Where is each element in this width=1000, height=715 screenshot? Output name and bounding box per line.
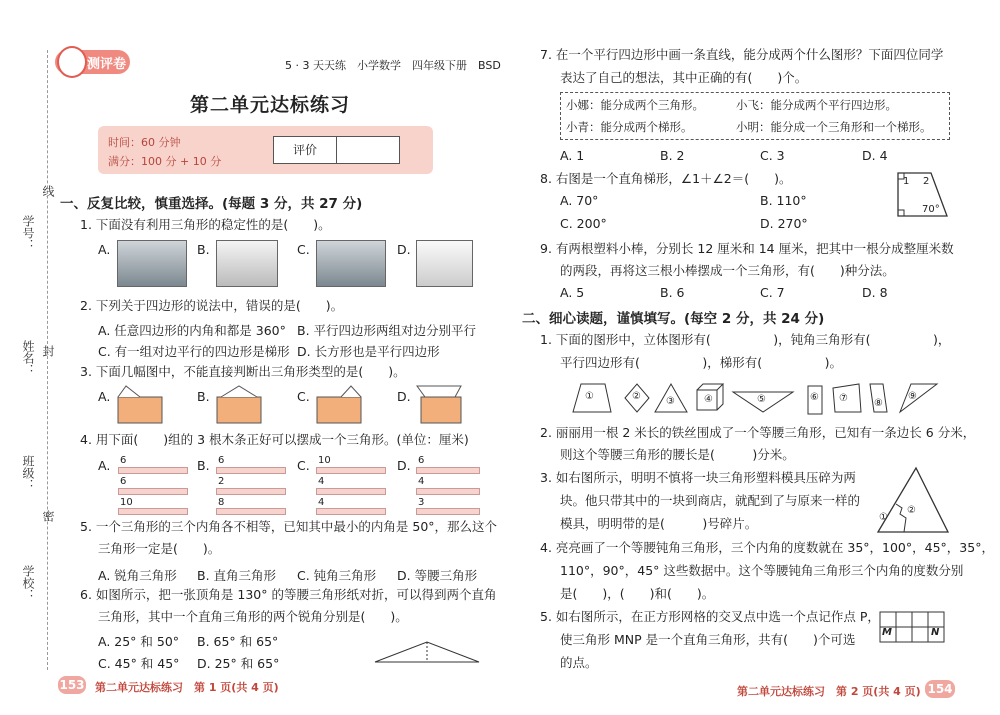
left-footer-text: 第二单元达标练习 第 1 页(共 4 页)	[95, 681, 279, 694]
q4-text: 4. 用下面( )组的 3 根木条正好可以摆成一个三角形。(单位：厘米)	[80, 432, 469, 447]
class-label: 班级：	[21, 455, 35, 491]
shape-6-label: ⑥	[810, 392, 819, 403]
s2-q5-point-n: N	[931, 627, 940, 638]
q7-opt-c[interactable]: C. 3	[760, 148, 785, 163]
q2-opt-d[interactable]: D. 长方形也是平行四边形	[297, 344, 440, 359]
q5-opt-d[interactable]: D. 等腰三角形	[397, 568, 478, 583]
score-label: 满分：100 分 + 10 分	[108, 155, 222, 168]
q1-opt-a[interactable]: A.	[98, 242, 111, 257]
s2-q4-text-3: 是( )，( )和( )。	[560, 586, 715, 601]
s2-q4-text-2: 110°，90°，45° 这些数据中。这个等腰钝角三角形三个内角的度数分别	[560, 563, 964, 578]
series-label: 5 · 3 天天练 小学数学 四年级下册 BSD	[285, 59, 501, 72]
student-id-label: 学号：	[21, 215, 35, 251]
q1-photo-d	[416, 240, 473, 287]
q1-opt-d[interactable]: D.	[397, 242, 411, 257]
q2-opt-b[interactable]: B. 平行四边形两组对边分别平行	[297, 323, 477, 338]
q4-d-1: 6	[418, 455, 425, 466]
eval-label: 评价	[273, 136, 337, 164]
page-title: 第二单元达标练习	[190, 94, 351, 116]
q1-text: 1. 下面没有利用三角形的稳定性的是( )。	[80, 217, 331, 232]
q4-opt-a[interactable]: A.	[98, 458, 111, 473]
q6-opt-d[interactable]: D. 25° 和 65°	[197, 656, 280, 671]
q6-opt-a[interactable]: A. 25° 和 50°	[98, 634, 180, 649]
shape-7-label: ⑦	[839, 393, 848, 404]
q9-opt-a[interactable]: A. 5	[560, 285, 585, 300]
s2-q1-text-1: 1. 下面的图形中，立体图形有( )，钝角三角形有( )，	[540, 332, 951, 347]
q7-box-1: 小娜：能分成两个三角形。	[566, 98, 704, 112]
q8-angle-1: 1	[903, 176, 910, 187]
s2-q1-text-2: 平行四边形有( )，梯形有( )。	[560, 355, 843, 370]
q6-text-1: 6. 如图所示，把一张顶角是 130° 的等腰三角形纸对折，可以得到两个直角	[80, 587, 497, 602]
q6-text-2: 三角形，其中一个直角三角形的两个锐角分别是( )。	[98, 609, 408, 624]
q8-opt-b[interactable]: B. 110°	[760, 193, 807, 208]
s2-q2-text-1: 2. 丽丽用一根 2 米长的铁丝围成了一个等腰三角形，已知有一条边长 6 分米，	[540, 425, 976, 440]
s2-q3-text-3: 模具，明明带的是( )号碎片。	[560, 516, 758, 531]
s2-q5-text-3: 的点。	[560, 655, 598, 670]
q6-opt-b[interactable]: B. 65° 和 65°	[197, 634, 279, 649]
q5-opt-b[interactable]: B. 直角三角形	[197, 568, 277, 583]
q5-text-1: 5. 一个三角形的三个内角各不相等，已知其中最小的内角是 50°，那么这个	[80, 519, 498, 534]
q7-box	[560, 92, 950, 140]
q4-b-bar-2	[216, 488, 286, 495]
binding-line	[47, 50, 48, 670]
q7-box-2: 小飞：能分成两个平行四边形。	[736, 98, 897, 112]
q5-opt-c[interactable]: C. 钝角三角形	[297, 568, 377, 583]
q7-box-3: 小青：能分成两个梯形。	[566, 120, 693, 134]
s2-q3-piece-1: ①	[879, 512, 888, 523]
s2-q3-text-2: 块。他只带其中的一块到商店，就配到了与原来一样的	[560, 493, 861, 508]
q1-photo-b	[216, 240, 278, 287]
q6-opt-c[interactable]: C. 45° 和 45°	[98, 656, 180, 671]
s2-q2-text-2: 则这个等腰三角形的腰长是( )分米。	[560, 447, 795, 462]
q4-c-3: 4	[318, 497, 325, 508]
q3-opt-d[interactable]: D.	[397, 389, 411, 404]
seal-line-3: 密	[41, 510, 55, 522]
q9-opt-c[interactable]: C. 7	[760, 285, 785, 300]
badge-text: 测评卷	[87, 57, 127, 72]
q9-text-1: 9. 有两根塑料小棒，分别长 12 厘米和 14 厘米，把其中一根分成整厘米数	[540, 241, 954, 256]
q4-opt-b[interactable]: B.	[197, 458, 210, 473]
q4-d-bar-1	[416, 467, 480, 474]
q9-opt-b[interactable]: B. 6	[660, 285, 685, 300]
q6-triangle-figure	[372, 638, 482, 668]
q4-opt-d[interactable]: D.	[397, 458, 411, 473]
q8-opt-c[interactable]: C. 200°	[560, 216, 607, 231]
s2-q1-shapes	[565, 380, 945, 416]
q4-opt-c[interactable]: C.	[297, 458, 310, 473]
q4-d-3: 3	[418, 497, 425, 508]
q1-photo-a	[117, 240, 187, 287]
q4-a-3: 10	[120, 497, 133, 508]
q4-d-bar-2	[416, 488, 480, 495]
shape-2-label: ②	[632, 391, 641, 402]
q3-figure-a	[112, 382, 172, 428]
q3-figure-c	[311, 382, 371, 428]
s2-q5-point-m: M	[882, 627, 892, 638]
section-1-heading: 一、反复比较，慎重选择。(每题 3 分，共 27 分)	[60, 196, 363, 212]
info-panel	[98, 126, 433, 174]
q8-angle-70: 70°	[922, 204, 940, 215]
s2-q3-broken-triangle	[872, 464, 952, 536]
q7-text-1: 7. 在一个平行四边形中画一条直线，能分成两个什么图形？下面四位同学	[540, 47, 944, 62]
shape-4-label: ④	[704, 394, 713, 405]
q4-b-bar-3	[216, 508, 286, 515]
s2-q3-text-1: 3. 如右图所示，明明不慎将一块三角形塑料模具压碎为两	[540, 470, 856, 485]
q7-opt-b[interactable]: B. 2	[660, 148, 685, 163]
q8-angle-2: 2	[923, 176, 930, 187]
q5-opt-a[interactable]: A. 锐角三角形	[98, 568, 177, 583]
q2-opt-a[interactable]: A. 任意四边形的内角和都是 360°	[98, 323, 286, 338]
s2-q4-text-1: 4. 亮亮画了一个等腰钝角三角形，三个内角的度数就在 35°，100°，45°，35°，	[540, 540, 994, 555]
q4-a-1: 6	[120, 455, 127, 466]
q4-a-2: 6	[120, 476, 127, 487]
seal-line-2: 封	[41, 345, 55, 357]
q9-opt-d[interactable]: D. 8	[862, 285, 888, 300]
s2-q5-text-2: 使三角形 MNP 是一个直角三角形，共有( )个可选	[560, 632, 856, 647]
section-2-heading: 二、细心读题，谨慎填写。(每空 2 分，共 24 分)	[522, 311, 825, 327]
name-label: 姓名：	[21, 340, 35, 376]
time-label: 时间：60 分钟	[108, 136, 181, 149]
q4-c-bar-2	[316, 488, 386, 495]
q4-b-2: 2	[218, 476, 225, 487]
q9-text-2: 的两段，再将这三根小棒摆成一个三角形，有( )种分法。	[560, 263, 895, 278]
s2-q3-piece-2: ②	[907, 505, 916, 516]
eval-box[interactable]	[336, 136, 400, 164]
shape-1-label: ①	[585, 391, 594, 402]
q3-opt-c[interactable]: C.	[297, 389, 310, 404]
q2-opt-c[interactable]: C. 有一组对边平行的四边形是梯形	[98, 344, 290, 359]
q5-text-2: 三角形一定是( )。	[98, 541, 221, 556]
q1-opt-c[interactable]: C.	[297, 242, 310, 257]
q7-opt-a[interactable]: A. 1	[560, 148, 585, 163]
q1-photo-c	[316, 240, 386, 287]
shape-8-label: ⑧	[874, 398, 883, 409]
q4-a-bar-1	[118, 467, 188, 474]
q3-figure-b	[211, 382, 271, 428]
q4-a-bar-2	[118, 488, 188, 495]
q7-opt-d[interactable]: D. 4	[862, 148, 888, 163]
q8-opt-a[interactable]: A. 70°	[560, 193, 599, 208]
shape-3-label: ③	[666, 396, 675, 407]
q4-b-bar-1	[216, 467, 286, 474]
q1-opt-b[interactable]: B.	[197, 242, 210, 257]
q4-c-bar-1	[316, 467, 386, 474]
q4-c-bar-3	[316, 508, 386, 515]
q4-c-1: 10	[318, 455, 331, 466]
badge	[55, 50, 130, 74]
q3-figure-d	[411, 382, 471, 428]
q4-b-3: 8	[218, 497, 225, 508]
q4-d-bar-3	[416, 508, 480, 515]
shape-5-label: ⑤	[757, 394, 766, 405]
right-page-number: 154	[925, 680, 955, 698]
shape-9-label: ⑨	[908, 391, 917, 402]
mascot-icon	[57, 46, 87, 78]
school-label: 学校：	[21, 565, 35, 601]
q3-text: 3. 下面几幅图中，不能直接判断出三角形类型的是( )。	[80, 364, 406, 379]
seal-line-1: 线	[41, 185, 55, 197]
q7-text-2: 表达了自己的想法，其中正确的有( )个。	[560, 70, 808, 85]
q7-box-4: 小明：能分成一个三角形和一个梯形。	[736, 120, 932, 134]
q2-text: 2. 下列关于四边形的说法中，错误的是( )。	[80, 298, 344, 313]
q3-opt-b[interactable]: B.	[197, 389, 210, 404]
q8-opt-d[interactable]: D. 270°	[760, 216, 808, 231]
left-page-number: 153	[59, 678, 85, 692]
q4-c-2: 4	[318, 476, 325, 487]
q3-opt-a[interactable]: A.	[98, 389, 111, 404]
s2-q5-text-1: 5. 如右图所示，在正方形网格的交叉点中选一个点记作点 P，	[540, 609, 880, 624]
q4-a-bar-3	[118, 508, 188, 515]
right-footer-text: 第二单元达标练习 第 2 页(共 4 页)	[737, 685, 921, 698]
q8-text: 8. 右图是一个直角梯形，∠1＋∠2＝( )。	[540, 171, 792, 186]
q4-d-2: 4	[418, 476, 425, 487]
q4-b-1: 6	[218, 455, 225, 466]
